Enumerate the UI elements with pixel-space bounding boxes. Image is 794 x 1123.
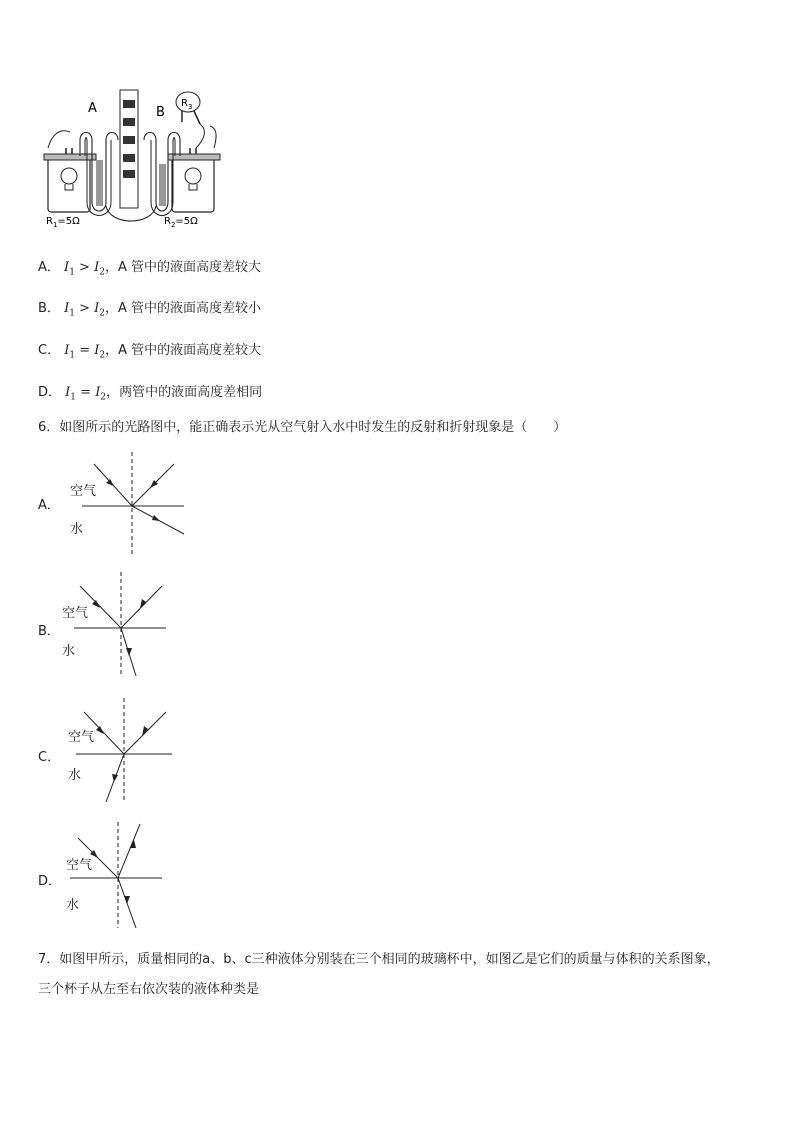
- label-b: B: [156, 105, 165, 120]
- light-path-diagram-d: [38, 822, 198, 930]
- q6-question: 6．如图所示的光路图中，能正确表示光从空气射入水中时发生的反射和折射现象是（ ）: [38, 420, 567, 435]
- option-letter: C．: [38, 750, 61, 765]
- light-path-diagram-c: [38, 698, 198, 804]
- label-r3: $R_3$: [181, 98, 193, 111]
- water-label: 水: [66, 898, 80, 913]
- label-a: A: [88, 101, 97, 116]
- q7-question-line2: 三个杯子从左至右依次装的液体种类是: [38, 982, 260, 997]
- q6-option-d[interactable]: [38, 822, 198, 930]
- light-path-diagram-a: [38, 452, 198, 556]
- q7-question-line1: 7．如图甲所示，质量相同的a、b、c三种液体分别装在三个相同的玻璃杯中，如图乙是它们的质量与体积的关系图象，: [38, 952, 720, 967]
- q5-option-b[interactable]: B． $I_1 > I_2$，A 管中的液面高度差较小: [38, 301, 262, 319]
- q5-option-d[interactable]: D． $I_1 = I_2$，两管中的液面高度差相同: [38, 385, 263, 403]
- q6-option-b[interactable]: [38, 572, 198, 678]
- air-label: 空气: [62, 606, 89, 621]
- light-path-diagram-b: [38, 572, 198, 678]
- option-letter: B．: [38, 624, 60, 639]
- label-r2: $R_2=5\Omega$: [164, 216, 198, 229]
- q5-option-a[interactable]: A． $I_1 > I_2$，A 管中的液面高度差较大: [38, 260, 261, 278]
- option-letter: A．: [38, 498, 60, 513]
- air-label: 空气: [70, 484, 97, 499]
- q6-option-a[interactable]: [38, 452, 198, 556]
- air-label: 空气: [66, 858, 93, 873]
- circuit-figure: [40, 84, 230, 234]
- q5-option-c[interactable]: C． $I_1 = I_2$，A 管中的液面高度差较大: [38, 343, 262, 361]
- option-letter: D．: [38, 874, 62, 889]
- water-label: 水: [68, 768, 82, 783]
- air-label: 空气: [68, 730, 95, 745]
- label-r1: $R_1=5\Omega$: [46, 216, 80, 229]
- q6-option-c[interactable]: [38, 698, 198, 804]
- water-label: 水: [70, 522, 84, 537]
- water-label: 水: [62, 644, 76, 659]
